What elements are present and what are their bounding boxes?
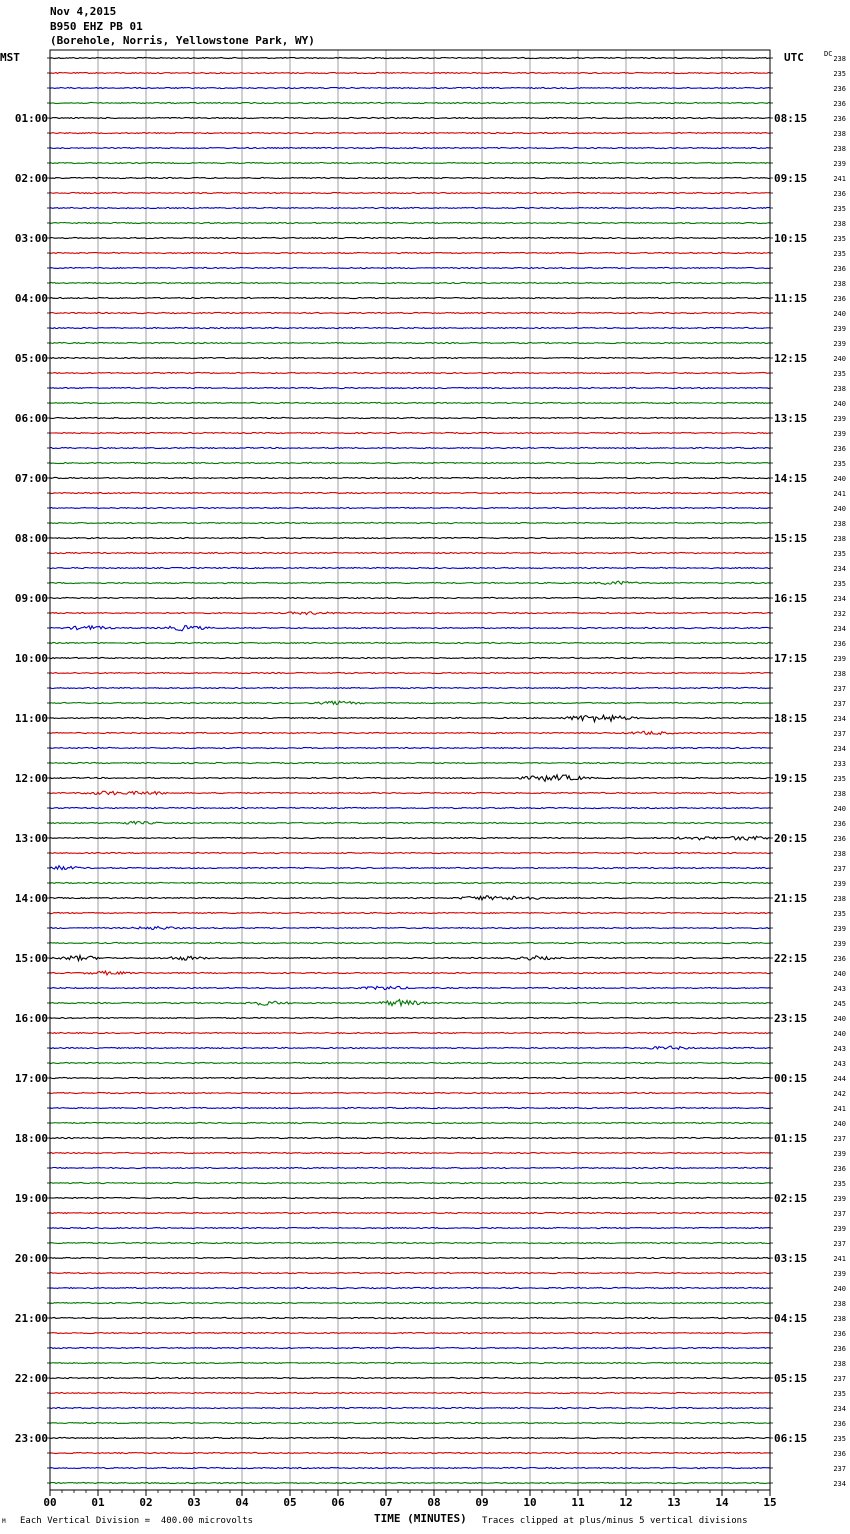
mst-hour-label: 20:00 <box>14 1252 48 1265</box>
seismic-trace <box>50 207 770 208</box>
dc-offset-label: 236 <box>833 190 846 198</box>
seismic-trace <box>50 657 770 658</box>
seismic-trace <box>50 567 770 568</box>
mst-hour-label: 18:00 <box>14 1132 48 1145</box>
seismic-trace <box>50 775 770 781</box>
dc-offset-label: 236 <box>833 835 846 843</box>
seismic-trace <box>50 956 770 961</box>
dc-offset-label: 237 <box>833 1240 846 1248</box>
seismic-trace <box>50 402 770 403</box>
mst-hour-label: 12:00 <box>14 772 48 785</box>
seismic-trace <box>50 852 770 853</box>
dc-offset-label: 239 <box>833 940 846 948</box>
seismic-trace <box>50 282 770 283</box>
x-tick-label: 01 <box>91 1496 105 1509</box>
seismic-trace <box>50 522 770 523</box>
dc-offset-label: 236 <box>833 820 846 828</box>
mst-hour-label: 03:00 <box>14 232 48 245</box>
dc-offset-label: 236 <box>833 1330 846 1338</box>
seismic-trace <box>50 866 770 870</box>
seismic-trace <box>50 1422 770 1423</box>
seismic-trace <box>50 237 770 238</box>
seismic-trace <box>50 507 770 508</box>
seismic-trace <box>50 492 770 493</box>
dc-offset-label: 242 <box>833 1090 846 1098</box>
utc-hour-label: 04:15 <box>774 1312 808 1325</box>
seismic-trace <box>50 672 770 673</box>
dc-offset-label: 240 <box>833 1285 846 1293</box>
seismic-trace <box>50 1392 770 1393</box>
trace-group <box>50 57 770 1483</box>
seismic-trace <box>50 687 770 688</box>
dc-offset-label: 241 <box>833 1105 846 1113</box>
seismic-trace <box>50 836 770 840</box>
seismic-trace <box>50 327 770 328</box>
utc-hour-label: 12:15 <box>774 352 808 365</box>
seismic-trace <box>50 1347 770 1348</box>
mst-hour-label: 23:00 <box>14 1432 48 1445</box>
dc-offset-label: 239 <box>833 430 846 438</box>
seismic-trace <box>50 791 770 795</box>
x-axis-title: TIME (MINUTES) <box>374 1512 467 1525</box>
dc-offset-label: 240 <box>833 805 846 813</box>
utc-hour-label: 03:15 <box>774 1252 808 1265</box>
seismic-trace <box>50 1272 770 1273</box>
mst-hour-label: 13:00 <box>14 832 48 845</box>
seismic-trace <box>50 1046 770 1049</box>
dc-offset-label: 235 <box>833 250 846 258</box>
utc-hour-label: 14:15 <box>774 472 808 485</box>
utc-hour-label: 19:15 <box>774 772 808 785</box>
seismic-trace <box>50 132 770 133</box>
chart-station: B950 EHZ PB 01 <box>50 20 143 33</box>
seismic-trace <box>50 147 770 148</box>
seismic-trace <box>50 72 770 73</box>
seismic-trace <box>50 807 770 808</box>
seismic-trace <box>50 387 770 388</box>
mst-hour-label: 22:00 <box>14 1372 48 1385</box>
utc-hour-label: 05:15 <box>774 1372 808 1385</box>
dc-offset-label: 234 <box>833 595 846 603</box>
mst-hour-label: 07:00 <box>14 472 48 485</box>
dc-offset-label: 236 <box>833 955 846 963</box>
utc-hour-label: 10:15 <box>774 232 808 245</box>
dc-offset-label: 233 <box>833 760 846 768</box>
chart-date: Nov 4,2015 <box>50 5 117 18</box>
seismic-trace <box>50 581 770 584</box>
seismic-trace <box>50 1302 770 1303</box>
seismic-trace <box>50 1332 770 1333</box>
dc-offset-label: 240 <box>833 475 846 483</box>
utc-hour-label: 23:15 <box>774 1012 808 1025</box>
dc-offset-label: 236 <box>833 115 846 123</box>
dc-offset-label: 236 <box>833 445 846 453</box>
dc-offset-label: 237 <box>833 1375 846 1383</box>
dc-offset-label: 235 <box>833 235 846 243</box>
dc-offset-label: 236 <box>833 1450 846 1458</box>
dc-offset-label: 234 <box>833 1405 846 1413</box>
mst-hour-label: 01:00 <box>14 112 48 125</box>
utc-hour-label: 01:15 <box>774 1132 808 1145</box>
chart-location: (Borehole, Norris, Yellowstone Park, WY) <box>50 34 315 47</box>
dc-offset-label: 243 <box>833 1060 846 1068</box>
dc-offset-label: 236 <box>833 265 846 273</box>
x-tick-label: 08 <box>427 1496 441 1509</box>
seismic-trace <box>50 177 770 178</box>
utc-hour-label: 22:15 <box>774 952 808 965</box>
dc-offset-label: 235 <box>833 910 846 918</box>
mst-hour-label: 21:00 <box>14 1312 48 1325</box>
seismic-trace <box>50 222 770 223</box>
x-tick-label: 04 <box>235 1496 249 1509</box>
dc-offset-label: 235 <box>833 70 846 78</box>
dc-offset-label: 238 <box>833 850 846 858</box>
seismic-trace <box>50 537 770 538</box>
seismic-trace <box>50 357 770 358</box>
utc-hour-label: 18:15 <box>774 712 808 725</box>
x-tick-label: 03 <box>187 1496 201 1509</box>
utc-hour-label: 15:15 <box>774 532 808 545</box>
dc-offset-label: 235 <box>833 550 846 558</box>
dc-offset-label: 234 <box>833 625 846 633</box>
dc-offset-label: 239 <box>833 925 846 933</box>
seismic-trace <box>50 432 770 433</box>
seismic-trace <box>50 1482 770 1483</box>
seismic-trace <box>50 312 770 313</box>
dc-offset-label: 235 <box>833 580 846 588</box>
utc-hour-label: 16:15 <box>774 592 808 605</box>
dc-offset-label: 238 <box>833 130 846 138</box>
seismic-trace <box>50 87 770 88</box>
seismic-trace <box>50 477 770 478</box>
utc-hour-label: 00:15 <box>774 1072 808 1085</box>
dc-offset-label: 239 <box>833 1195 846 1203</box>
dc-offset-label: 243 <box>833 985 846 993</box>
dc-offset-label: 234 <box>833 715 846 723</box>
seismic-trace <box>50 731 770 734</box>
seismic-trace <box>50 192 770 193</box>
seismic-trace <box>50 597 770 598</box>
dc-offset-label: 236 <box>833 1345 846 1353</box>
dc-offset-label: 235 <box>833 370 846 378</box>
dc-offset-label: 240 <box>833 400 846 408</box>
x-tick-label: 15 <box>763 1496 777 1509</box>
mst-hour-label: 05:00 <box>14 352 48 365</box>
x-tick-label: 00 <box>43 1496 57 1509</box>
x-tick-label: 07 <box>379 1496 393 1509</box>
seismic-trace <box>50 1167 770 1168</box>
seismic-trace <box>50 1212 770 1213</box>
seismic-trace <box>50 57 770 58</box>
dc-offset-label: 243 <box>833 1045 846 1053</box>
x-tick-label: 14 <box>715 1496 729 1509</box>
seismic-trace <box>50 715 770 722</box>
mst-hour-label: 09:00 <box>14 592 48 605</box>
dc-offset-label: 238 <box>833 220 846 228</box>
x-tick-label: 10 <box>523 1496 537 1509</box>
seismic-trace <box>50 896 770 900</box>
footer-scale-note: Each Vertical Division = 400.00 microvolts <box>20 1516 253 1526</box>
seismic-trace <box>50 297 770 298</box>
mst-hour-label: 16:00 <box>14 1012 48 1025</box>
seismic-trace <box>50 1122 770 1123</box>
seismic-trace <box>50 1287 770 1288</box>
seismic-trace <box>50 1407 770 1408</box>
dc-offset-label: 235 <box>833 775 846 783</box>
seismic-trace <box>50 1197 770 1198</box>
dc-offset-label: 237 <box>833 1135 846 1143</box>
dc-label: DC <box>824 50 833 58</box>
dc-offset-label: 239 <box>833 325 846 333</box>
dc-offset-label: 236 <box>833 640 846 648</box>
dc-offset-label: 235 <box>833 460 846 468</box>
dc-offset-label: 238 <box>833 385 846 393</box>
plot-frame <box>50 50 770 1490</box>
seismic-trace <box>50 1437 770 1438</box>
dc-offset-label: 237 <box>833 685 846 693</box>
seismic-trace <box>50 1077 770 1078</box>
seismic-trace <box>50 1377 770 1378</box>
seismic-trace <box>50 912 770 913</box>
corner-mark: M <box>2 1518 6 1525</box>
seismic-trace <box>50 612 770 615</box>
mst-hour-label: 14:00 <box>14 892 48 905</box>
seismic-trace <box>50 626 770 631</box>
dc-offset-label: 234 <box>833 1480 846 1488</box>
seismic-trace <box>50 762 770 763</box>
dc-offset-label: 239 <box>833 340 846 348</box>
mst-hour-label: 11:00 <box>14 712 48 725</box>
dc-offset-label: 239 <box>833 1150 846 1158</box>
utc-hour-label: 09:15 <box>774 172 808 185</box>
seismic-trace <box>50 1227 770 1228</box>
dc-offset-label: 241 <box>833 175 846 183</box>
dc-offset-label: 239 <box>833 1225 846 1233</box>
dc-offset-label: 238 <box>833 520 846 528</box>
dc-offset-label: 238 <box>833 1300 846 1308</box>
seismic-trace <box>50 1257 770 1258</box>
seismic-trace <box>50 821 770 824</box>
seismic-trace <box>50 1000 770 1006</box>
mst-hour-label: 19:00 <box>14 1192 48 1205</box>
seismic-trace <box>50 701 770 704</box>
seismic-trace <box>50 942 770 943</box>
mst-hour-label: 10:00 <box>14 652 48 665</box>
x-tick-label: 09 <box>475 1496 489 1509</box>
seismic-trace <box>50 1092 770 1093</box>
dc-offset-label: 239 <box>833 160 846 168</box>
seismic-trace <box>50 1182 770 1183</box>
dc-offset-label: 245 <box>833 1000 846 1008</box>
utc-hour-label: 06:15 <box>774 1432 808 1445</box>
mst-hour-label: 04:00 <box>14 292 48 305</box>
seismic-trace <box>50 372 770 373</box>
footer-clip-note: Traces clipped at plus/minus 5 vertical divisions <box>482 1516 748 1526</box>
dc-offset-label: 241 <box>833 1255 846 1263</box>
seismic-trace <box>50 1467 770 1468</box>
seismic-trace <box>50 1137 770 1138</box>
utc-hour-label: 21:15 <box>774 892 808 905</box>
dc-offset-label: 241 <box>833 490 846 498</box>
left-timezone-label: MST <box>0 51 20 64</box>
dc-offset-label: 236 <box>833 295 846 303</box>
dc-offset-label: 235 <box>833 1435 846 1443</box>
grid-lines <box>98 50 722 1490</box>
utc-hour-label: 20:15 <box>774 832 808 845</box>
seismic-trace <box>50 417 770 418</box>
seismic-trace <box>50 1152 770 1153</box>
dc-offset-label: 234 <box>833 565 846 573</box>
seismic-trace <box>50 252 770 253</box>
dc-offset-label: 240 <box>833 505 846 513</box>
seismic-trace <box>50 1062 770 1063</box>
dc-offset-label: 239 <box>833 655 846 663</box>
utc-hour-label: 11:15 <box>774 292 808 305</box>
seismic-trace <box>50 102 770 103</box>
dc-offset-label: 239 <box>833 1270 846 1278</box>
right-timezone-label: UTC <box>784 51 804 64</box>
dc-offset-label: 237 <box>833 700 846 708</box>
dc-offset-label: 237 <box>833 1210 846 1218</box>
x-tick-label: 02 <box>139 1496 153 1509</box>
seismic-trace <box>50 747 770 748</box>
mst-hour-label: 17:00 <box>14 1072 48 1085</box>
x-tick-label: 13 <box>667 1496 681 1509</box>
dc-offset-label: 238 <box>833 1315 846 1323</box>
seismic-trace <box>50 926 770 929</box>
dc-offset-label: 240 <box>833 970 846 978</box>
mst-hour-label: 15:00 <box>14 952 48 965</box>
seismic-trace <box>50 1242 770 1243</box>
dc-offset-label: 238 <box>833 895 846 903</box>
mst-hour-label: 08:00 <box>14 532 48 545</box>
dc-offset-label: 236 <box>833 1165 846 1173</box>
seismic-trace <box>50 117 770 118</box>
seismic-trace <box>50 1017 770 1018</box>
seismic-trace <box>50 1452 770 1453</box>
seismic-trace <box>50 642 770 643</box>
dc-offset-label: 240 <box>833 355 846 363</box>
seismic-trace <box>50 1362 770 1363</box>
seismic-trace <box>50 552 770 553</box>
utc-hour-label: 13:15 <box>774 412 808 425</box>
dc-offset-label: 234 <box>833 745 846 753</box>
dc-offset-label: 236 <box>833 1420 846 1428</box>
dc-offset-label: 244 <box>833 1075 846 1083</box>
seismic-trace <box>50 1032 770 1033</box>
dc-offset-label: 237 <box>833 865 846 873</box>
dc-offset-label: 235 <box>833 205 846 213</box>
dc-offset-label: 238 <box>833 790 846 798</box>
seismic-trace <box>50 971 770 975</box>
seismic-trace <box>50 1317 770 1318</box>
dc-offset-label: 238 <box>833 145 846 153</box>
utc-hour-label: 02:15 <box>774 1192 808 1205</box>
x-tick-label: 12 <box>619 1496 633 1509</box>
dc-offset-label: 237 <box>833 730 846 738</box>
seismic-trace <box>50 342 770 343</box>
dc-offset-label: 239 <box>833 880 846 888</box>
utc-hour-label: 17:15 <box>774 652 808 665</box>
seismic-trace <box>50 267 770 268</box>
seismic-trace <box>50 462 770 463</box>
dc-offset-label: 240 <box>833 1120 846 1128</box>
x-tick-label: 06 <box>331 1496 345 1509</box>
utc-hour-label: 08:15 <box>774 112 808 125</box>
seismic-trace <box>50 162 770 163</box>
x-tick-label: 11 <box>571 1496 585 1509</box>
x-tick-label: 05 <box>283 1496 297 1509</box>
dc-offset-label: 237 <box>833 1465 846 1473</box>
dc-offset-label: 235 <box>833 1390 846 1398</box>
dc-offset-label: 238 <box>833 535 846 543</box>
dc-offset-label: 240 <box>833 310 846 318</box>
dc-offset-label: 240 <box>833 1030 846 1038</box>
dc-offset-label: 238 <box>833 280 846 288</box>
dc-offset-label: 240 <box>833 1015 846 1023</box>
dc-offset-label: 235 <box>833 1180 846 1188</box>
dc-offset-label: 239 <box>833 415 846 423</box>
seismic-trace <box>50 447 770 448</box>
mst-hour-label: 06:00 <box>14 412 48 425</box>
seismic-trace <box>50 986 770 989</box>
dc-offset-label: 238 <box>833 670 846 678</box>
seismic-trace <box>50 882 770 883</box>
dc-offset-label: 232 <box>833 610 846 618</box>
dc-offset-label: 236 <box>833 100 846 108</box>
dc-offset-label: 238 <box>833 55 846 63</box>
dc-offset-label: 236 <box>833 85 846 93</box>
mst-hour-label: 02:00 <box>14 172 48 185</box>
dc-offset-label: 238 <box>833 1360 846 1368</box>
seismic-trace <box>50 1107 770 1108</box>
